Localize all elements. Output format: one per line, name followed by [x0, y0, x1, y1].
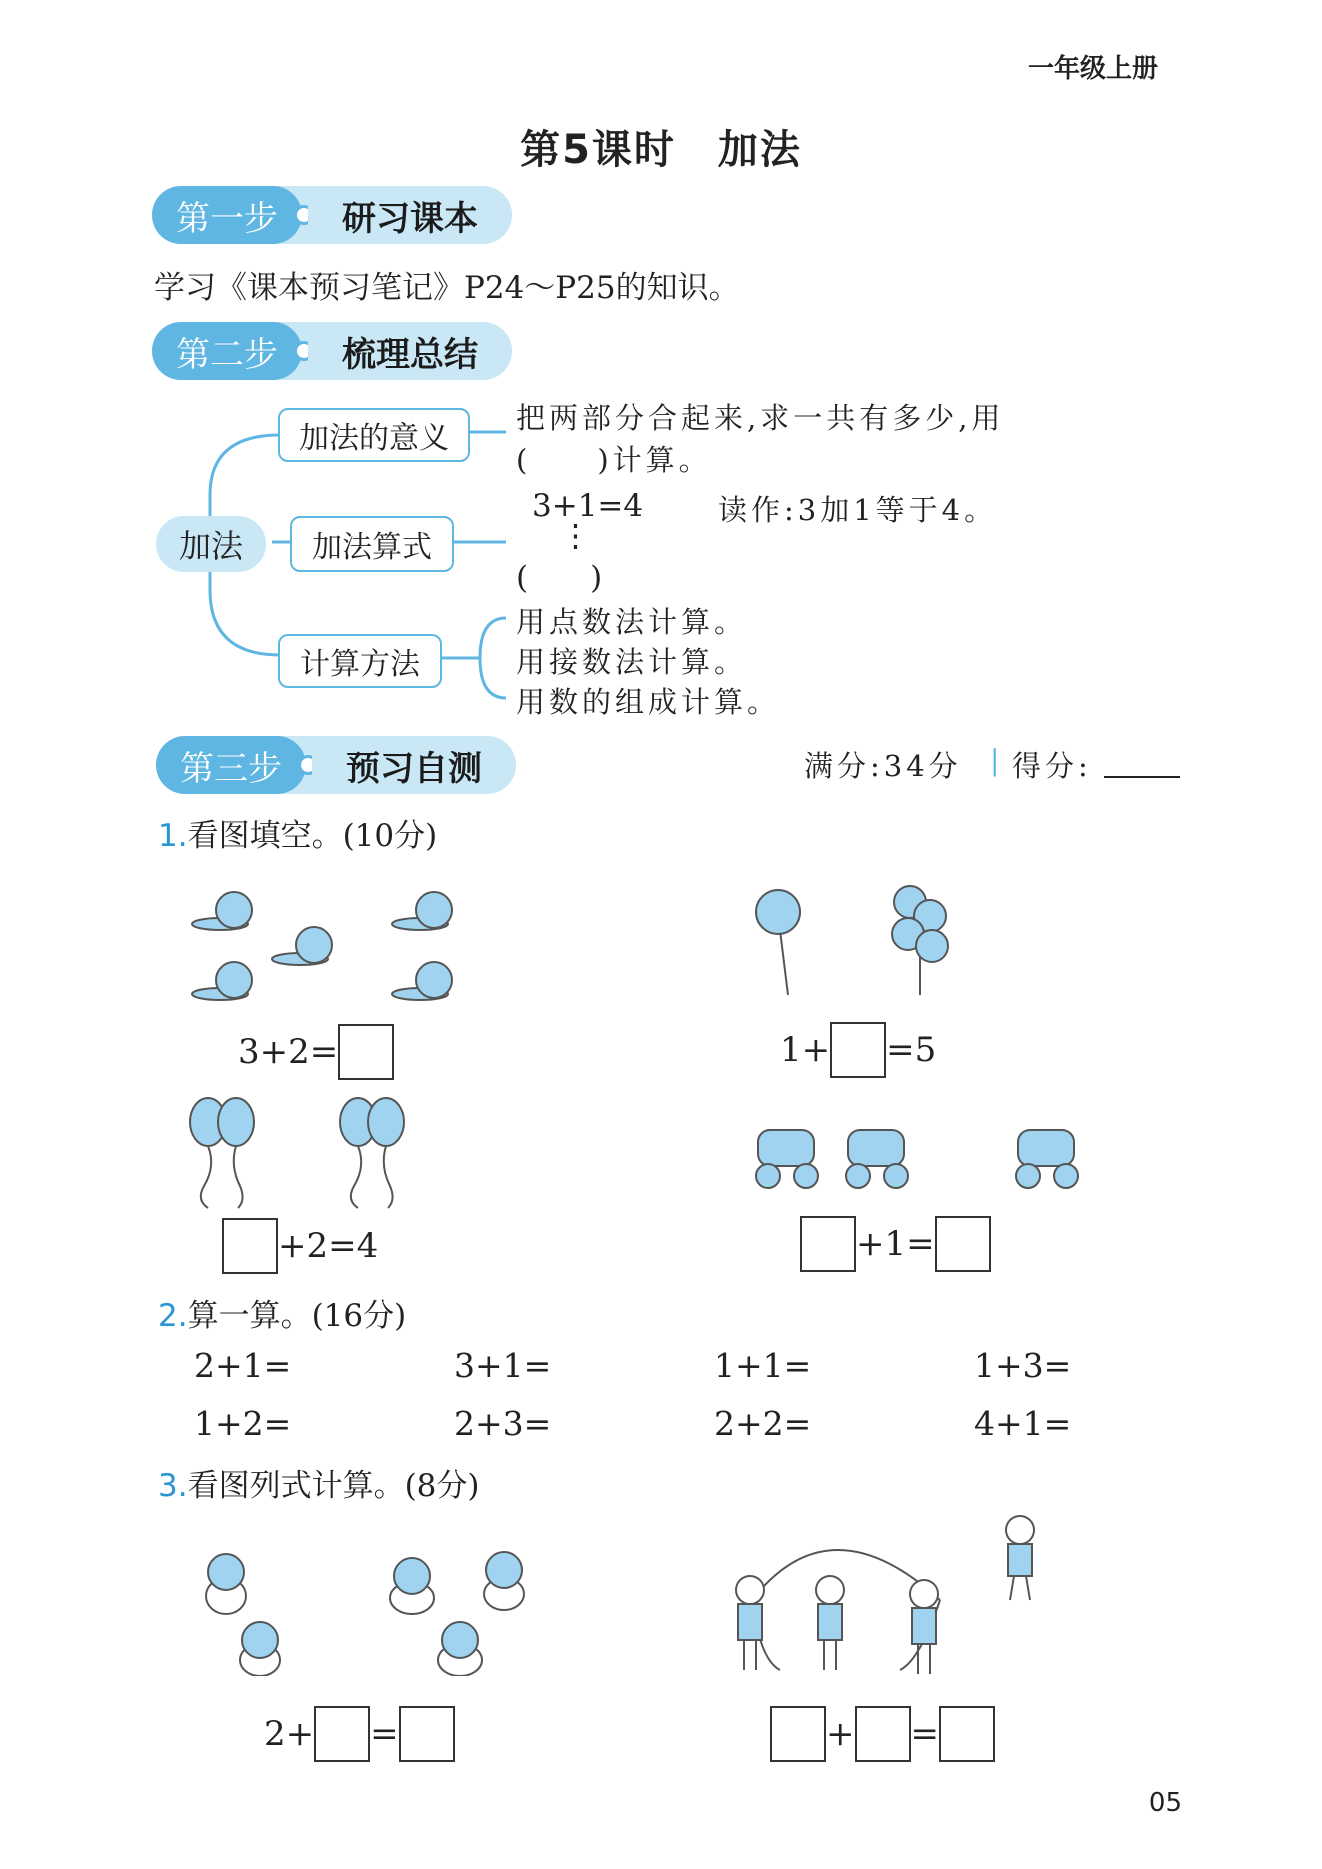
answer-box[interactable]	[338, 1024, 394, 1080]
answer-box[interactable]	[399, 1706, 455, 1762]
score-label: 得分:	[1012, 749, 1092, 783]
step1-name: 研习课本	[308, 186, 512, 244]
q3-eq-b-mid: =	[910, 1714, 939, 1754]
q1-eq-a-left: 3+2=	[238, 1032, 339, 1072]
answer-box[interactable]	[800, 1216, 856, 1272]
q2-number: 2.	[158, 1298, 188, 1334]
step1-banner	[152, 186, 512, 244]
calc-item: 2+3=	[454, 1404, 552, 1443]
q3-number: 3.	[158, 1468, 188, 1504]
answer-box[interactable]	[939, 1706, 995, 1762]
page-number: 05	[1148, 1788, 1182, 1818]
step2-label: 第二步	[152, 322, 302, 380]
mindmap-branch-meaning: 加法的意义	[278, 408, 470, 462]
q1-eq-b-right: =5	[886, 1030, 937, 1070]
answer-box[interactable]	[830, 1022, 886, 1078]
balloons-picture	[186, 1092, 426, 1212]
mindmap-branch-expression: 加法算式	[290, 516, 454, 572]
answer-box[interactable]	[222, 1218, 278, 1274]
score-blank[interactable]	[1104, 776, 1180, 778]
calc-item: 2+2=	[714, 1404, 812, 1443]
q3-text: 看图列式计算。(8分)	[187, 1468, 480, 1504]
q1-equation-c	[222, 1218, 378, 1274]
q3-eq-a-mid: =	[370, 1714, 399, 1754]
q3-eq-b-op: +	[826, 1714, 855, 1754]
step2-banner	[152, 322, 512, 380]
snails-picture	[190, 880, 480, 1010]
calc-item: 1+2=	[194, 1404, 292, 1443]
roses-picture	[740, 880, 980, 1010]
step2-name: 梳理总结	[308, 322, 512, 380]
method-1: 用点数法计算。	[516, 605, 748, 639]
step3-label: 第三步	[156, 736, 306, 794]
answer-box[interactable]	[935, 1216, 991, 1272]
q1-eq-b-left: 1+	[780, 1030, 831, 1070]
mindmap-branch-method: 计算方法	[278, 634, 442, 688]
answer-box[interactable]	[314, 1706, 370, 1762]
q1-text: 看图填空。(10分)	[187, 818, 438, 854]
calc-item: 3+1=	[454, 1346, 552, 1385]
method-3: 用数的组成计算。	[516, 685, 781, 719]
q1-eq-c-right: +2=4	[278, 1226, 379, 1266]
step3-name: 预习自测	[312, 736, 516, 794]
answer-box[interactable]	[855, 1706, 911, 1762]
example-expression: 3+1=4	[532, 488, 644, 524]
q3-equation-b	[770, 1706, 995, 1762]
step3-banner	[156, 736, 516, 794]
step1-label: 第一步	[152, 186, 302, 244]
meaning-line1: 把两部分合起来,求一共有多少,用	[516, 401, 1005, 435]
calc-item: 1+1=	[714, 1346, 812, 1385]
q2-heading	[158, 1290, 406, 1335]
q1-equation-a	[238, 1024, 394, 1080]
calc-item: 2+1=	[194, 1346, 292, 1385]
q1-eq-d-mid: +1=	[856, 1224, 935, 1264]
meaning-line2: ( )计算。	[516, 443, 712, 477]
q1-equation-b	[780, 1022, 936, 1078]
example-read-as: 读作:3加1等于4。	[718, 493, 998, 527]
q1-equation-d	[800, 1216, 991, 1272]
answer-box[interactable]	[770, 1706, 826, 1762]
q2-text: 算一算。(16分)	[187, 1298, 407, 1334]
scooters-picture	[746, 1090, 1106, 1210]
q3-eq-a-left: 2+	[264, 1714, 315, 1754]
q1-number: 1.	[158, 818, 188, 854]
score-separator: |	[990, 744, 1000, 777]
example-blank-paren: ( )	[516, 560, 603, 596]
step1-text: 学习《课本预习笔记》P24～P25的知识。	[154, 270, 740, 306]
calc-item: 4+1=	[974, 1404, 1072, 1443]
method-2: 用接数法计算。	[516, 645, 748, 679]
q1-heading	[158, 810, 437, 855]
mindmap-center: 加法	[156, 516, 266, 572]
full-score: 满分:34分	[804, 749, 962, 783]
children-rope-picture	[720, 1510, 1060, 1680]
example-dots: ⋮	[560, 518, 591, 554]
grade-label: 一年级上册	[1027, 54, 1158, 84]
page-title: 第5课时 加法	[520, 127, 802, 173]
q3-equation-a	[264, 1706, 455, 1762]
puppies-picture	[190, 1536, 540, 1676]
calc-item: 1+3=	[974, 1346, 1072, 1385]
q3-heading	[158, 1460, 480, 1505]
